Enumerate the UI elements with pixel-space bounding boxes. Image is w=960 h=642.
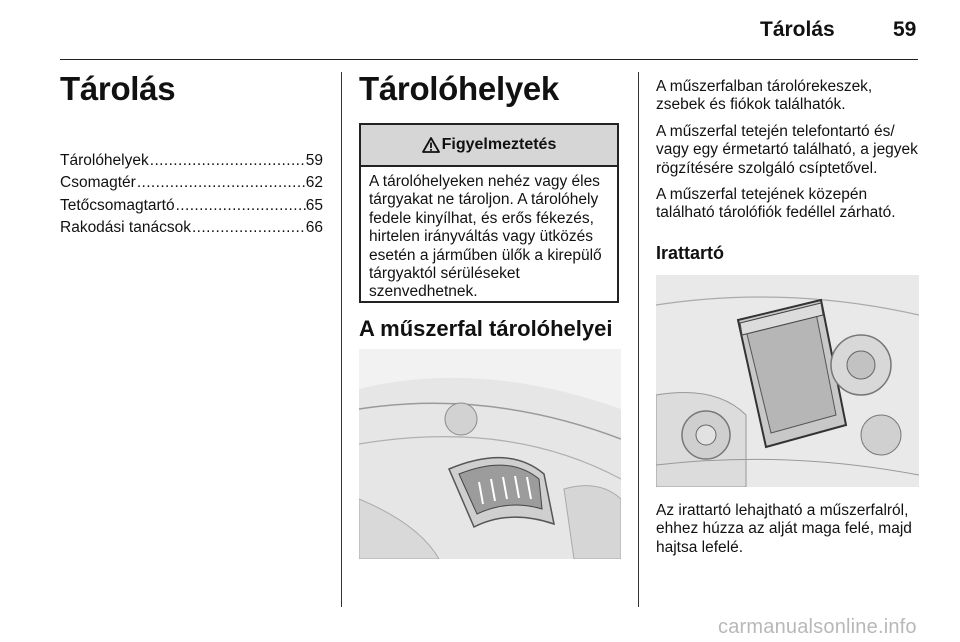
chapter-heading-wrap [60, 70, 175, 108]
warning-box [359, 123, 619, 303]
toc-item-page: 66 [305, 218, 323, 236]
watermark: carmanualsonline.info [718, 616, 917, 638]
section-heading-wrap [359, 70, 559, 108]
toc-item-page: 62 [305, 174, 323, 192]
subsection-heading-wrap [359, 316, 624, 342]
table-of-contents [60, 150, 323, 239]
warning-title: Figyelmeztetés [441, 136, 557, 153]
chapter-heading: Tárolás [60, 70, 176, 107]
toc-item-label: Rakodási tanácsok [60, 218, 191, 236]
toc-item-label: Tetőcsomagtartó [60, 196, 175, 214]
page-number: 59 [893, 18, 917, 41]
paragraph: Az irattartó lehajtható a műszerfalról, ehhez húzza az alját maga felé, majd hajtsa lefelé. [656, 502, 912, 556]
toc-item[interactable] [60, 150, 323, 172]
paragraph: A műszerfal tetejének közepén található tárolófiók fedéllel zárható. [656, 186, 896, 222]
toc-item-label: Csomagtér [60, 174, 136, 192]
warning-triangle-icon [422, 137, 440, 153]
toc-item[interactable] [60, 172, 323, 194]
document-holder-image [656, 275, 919, 487]
section-heading: Tárolóhelyek [359, 70, 559, 107]
right-column-text [656, 78, 922, 264]
paragraph: A műszerfalban tárolórekeszek, zsebek és fiókok találhatók. [656, 78, 873, 114]
running-header-title: Tárolás [760, 18, 835, 41]
subsection-heading: A műszerfal tárolóhelyei [359, 316, 613, 341]
dashboard-storage-image [359, 349, 621, 559]
warning-header [361, 125, 617, 167]
toc-item-page: 59 [305, 152, 323, 169]
toc-item[interactable] [60, 195, 323, 217]
right-column-bottom-text [656, 502, 922, 557]
toc-item[interactable] [60, 217, 323, 239]
subsection-heading-irattarto: Irattartó [656, 242, 725, 263]
header-rule [60, 59, 918, 60]
toc-item-page: 65 [305, 196, 323, 214]
toc-item-label: Tárolóhelyek [60, 152, 149, 169]
paragraph: A műszerfal tetején telefontartó és/ vagy egy érmetartó található, a jegyek rögzítésére szolgáló csíptetővel. [656, 122, 918, 177]
warning-text: A tárolóhelyeken nehéz vagy éles tárgyakat ne tároljon. A tárolóhely fedele kinyílhat, és erős fékezés, hirtelen irányváltás vagy ütközés esetén a járműben ülők a kirepülő tárgyaktól sérüléseket szenvedhetnek. [369, 173, 602, 301]
column-divider-left [341, 72, 342, 607]
column-divider-right [638, 72, 639, 607]
